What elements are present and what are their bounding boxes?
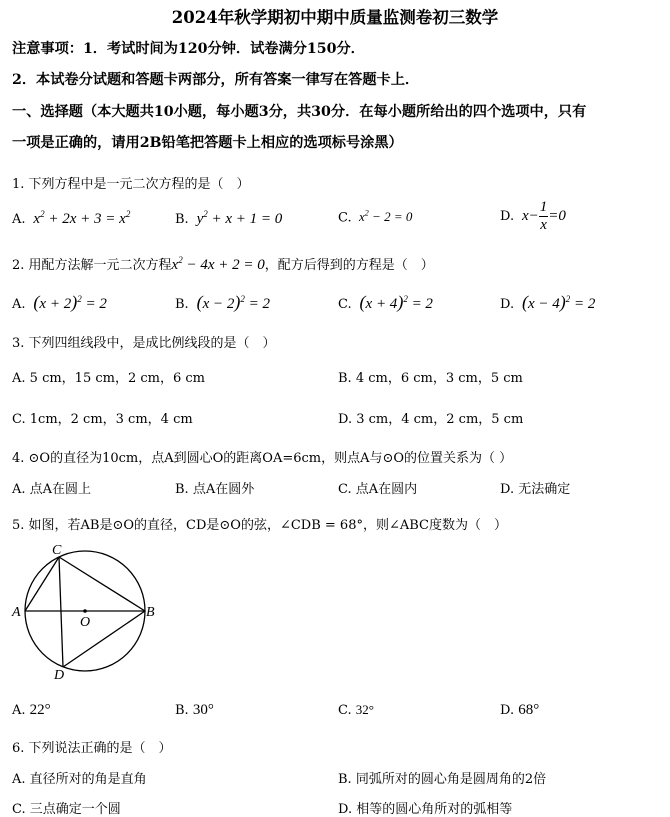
question-4-option-a <box>12 478 91 497</box>
question-4-stem: 4. ⊙O的直径为10cm，点A到圆心O的距离OA=6cm，则点A与⊙O的位置关系为（ ） <box>12 451 513 466</box>
label-o: O <box>80 615 91 630</box>
option-label: A. <box>12 371 26 386</box>
question-2-option-b <box>175 292 270 313</box>
option-label: B. <box>175 703 189 718</box>
section-header-line-1: 一、选择题（本大题共10小题，每小题3分，共30分．在每小题所给出的四个选项中，只有 <box>12 104 587 120</box>
label-b: B <box>146 605 155 620</box>
option-math: $(x + 2)^2 = 2$ <box>33 292 107 312</box>
option-label: A. <box>12 297 26 312</box>
question-2-option-c <box>338 292 433 313</box>
option-text: 1cm，2 cm，3 cm，4 cm <box>29 412 193 427</box>
label-c: C <box>52 543 62 558</box>
question-6-option-c <box>12 798 121 817</box>
option-text: 5 cm，15 cm，2 cm，6 cm <box>29 371 205 386</box>
question-3-option-a <box>12 367 205 386</box>
option-label: C. <box>338 703 352 718</box>
option-label: C. <box>12 412 26 427</box>
center-point <box>83 609 87 613</box>
question-5-option-d <box>500 702 539 719</box>
question-5-option-c <box>338 702 374 718</box>
notice-line-2: 2．本试卷分试题和答题卡两部分，所有答案一律写在答题卡上． <box>12 72 420 88</box>
option-math: $x^2 - 2 = 0$ <box>355 209 413 225</box>
question-2-stem-math: $x^2 - 4x + 2 = 0$ <box>171 255 265 273</box>
question-5-figure <box>8 542 168 682</box>
question-6-option-a <box>12 768 147 787</box>
option-text: 22° <box>29 702 51 718</box>
question-2-option-a <box>12 292 107 313</box>
exam-title: 2024年秋学期初中期中质量监测卷初三数学 <box>171 8 499 27</box>
chord-ca <box>25 557 59 611</box>
option-label: D. <box>338 802 353 817</box>
option-label: B. <box>175 297 189 312</box>
option-label: A. <box>12 212 26 227</box>
option-text: 4 cm，6 cm，3 cm，5 cm <box>355 371 523 386</box>
question-1-option-c <box>338 209 412 225</box>
question-6-option-d <box>338 798 512 817</box>
option-label: D. <box>500 703 515 718</box>
option-text: 相等的圆心角所对的弧相等 <box>356 802 513 817</box>
question-5-stem: 5. 如图，若AB是⊙O的直径，CD是⊙O的弦，∠CDB = 68°，则∠ABC度数为（ ） <box>12 518 507 533</box>
option-label: B. <box>175 482 189 497</box>
question-1-stem: 1. 下列方程中是一元二次方程的是（ ） <box>12 177 250 192</box>
option-label: D. <box>500 482 515 497</box>
option-math: $(x + 4)^2 = 2$ <box>359 292 433 312</box>
option-text: 68° <box>518 702 540 718</box>
option-math: $y^2 + x + 1 = 0$ <box>192 209 283 227</box>
question-3-stem: 3. 下列四组线段中，是成比例线段的是（ ） <box>12 336 276 351</box>
question-6-stem: 6. 下列说法正确的是（ ） <box>12 741 172 756</box>
section-header-line-2: 一项是正确的，请用2B铅笔把答题卡上相应的选项标号涂黑） <box>12 135 403 151</box>
option-label: C. <box>338 210 352 226</box>
option-label: A. <box>12 703 26 718</box>
option-math: x− $\frac{1}{x}$ =0 <box>518 199 566 233</box>
option-text: 同弧所对的圆心角是圆周角的2倍 <box>355 772 547 787</box>
option-label: D. <box>500 209 515 224</box>
option-math: $(x - 2)^2 = 2$ <box>196 292 270 312</box>
option-text: 点A在圆上 <box>29 482 92 497</box>
option-math: $(x - 4)^2 = 2$ <box>521 292 596 312</box>
question-4-option-d <box>500 478 570 497</box>
notice-line-1: 注意事项：1．考试时间为120分钟．试卷满分150分． <box>12 41 365 57</box>
question-2-stem <box>12 254 434 274</box>
option-text: 无法确定 <box>518 482 571 497</box>
label-a: A <box>12 605 21 620</box>
question-3-option-c <box>12 408 193 427</box>
option-text: 三点确定一个圆 <box>29 802 121 817</box>
chord-cd <box>59 557 63 667</box>
question-1-option-a <box>12 209 130 228</box>
option-text: 点A在圆外 <box>192 482 255 497</box>
question-4-option-b <box>175 478 254 497</box>
option-label: D. <box>338 412 353 427</box>
option-label: C. <box>338 482 352 497</box>
question-5-option-b <box>175 702 214 719</box>
option-label: A. <box>12 482 26 497</box>
chord-cb <box>59 557 145 611</box>
question-1-option-d <box>500 200 566 233</box>
option-label: B. <box>338 772 352 787</box>
option-text: 直径所对的角是直角 <box>29 772 147 787</box>
question-5-option-a <box>12 702 51 719</box>
option-text: 32° <box>355 702 374 717</box>
question-2-stem-prefix: 2. 用配方法解一元二次方程 <box>12 258 172 273</box>
option-label: B. <box>338 371 352 386</box>
option-text: 3 cm，4 cm，2 cm，5 cm <box>356 412 524 427</box>
option-label: B. <box>175 212 189 227</box>
question-6-option-b <box>338 768 546 787</box>
question-3-option-b <box>338 367 523 386</box>
option-text: 30° <box>192 702 214 718</box>
option-label: C. <box>338 297 352 312</box>
question-2-stem-suffix: ，配方后得到的方程是（ ） <box>264 258 434 273</box>
option-text: 点A在圆内 <box>355 482 418 497</box>
question-3-option-d <box>338 408 523 427</box>
question-2-option-d <box>500 292 595 313</box>
option-label: D. <box>500 297 515 312</box>
question-4-option-c <box>338 478 417 497</box>
option-math: $x^2 + 2x + 3 = x^2$ <box>29 209 131 227</box>
option-label: C. <box>12 802 26 817</box>
label-d: D <box>54 668 65 682</box>
chord-db <box>63 611 145 667</box>
question-1-option-b <box>175 209 282 228</box>
option-label: A. <box>12 772 26 787</box>
